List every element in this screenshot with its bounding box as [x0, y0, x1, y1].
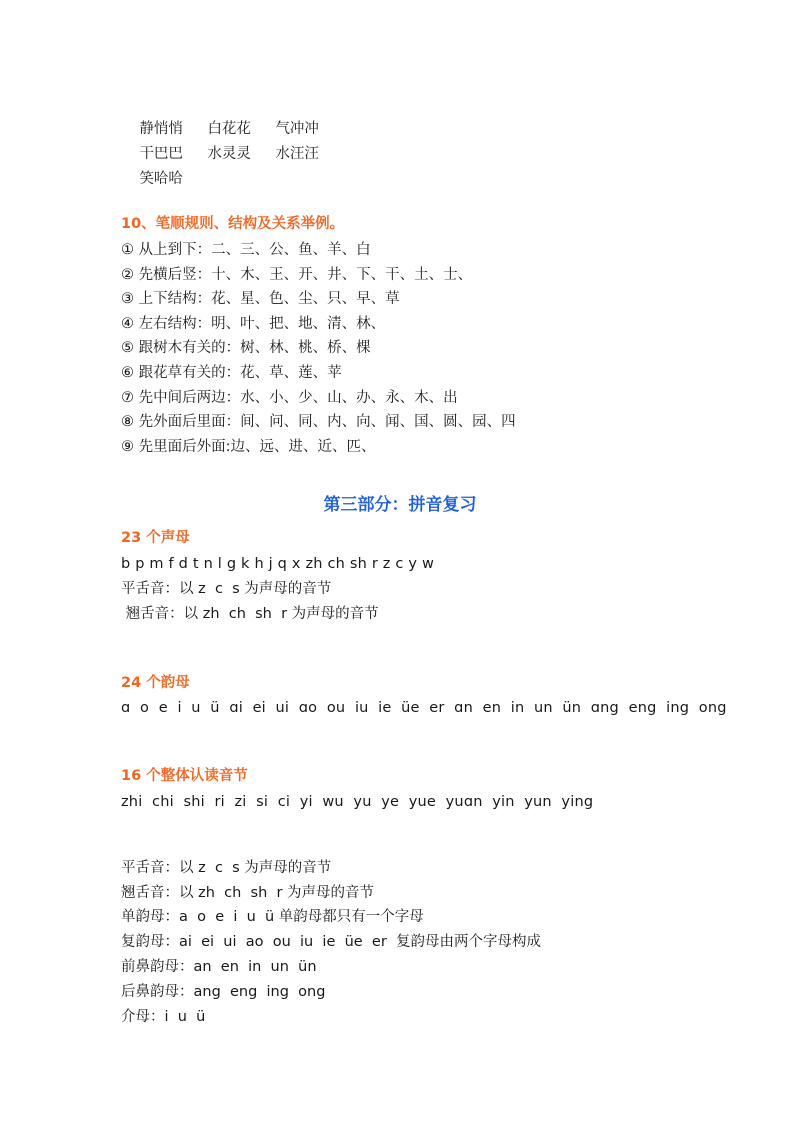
zhengti-syllables: zhi chi shi ri zi si ci yi wu yu ye yue yuɑn yin yun ying	[121, 794, 594, 810]
summary-item: 翘舌音：以 zh ch sh r 为声母的音节	[121, 885, 375, 901]
summary-item: 前鼻韵母：an en in un ün	[121, 959, 317, 975]
stroke-rule-item: ④ 左右结构：明、叶、把、地、清、林、	[121, 316, 386, 332]
word: 水灵灵	[207, 146, 251, 162]
yunmu-heading: 24 个韵母	[121, 675, 190, 691]
stroke-rule-item: ⑧ 先外面后里面：间、问、同、内、向、闻、国、圆、园、四	[121, 414, 516, 430]
stroke-rule-item: ⑤ 跟树木有关的：树、林、桃、桥、棵	[121, 340, 371, 356]
word: 静悄悄	[139, 121, 183, 137]
summary-item: 后鼻韵母：ang eng ing ong	[121, 984, 326, 1000]
shengmu-letters: b p m f d t n l g k h j q x zh ch sh r z c y w	[121, 556, 435, 572]
word-row-3	[121, 149, 183, 209]
part-title: 第三部分：拼音复习	[323, 495, 477, 515]
word: 干巴巴	[139, 146, 183, 162]
section-10-heading: 10、笔顺规则、结构及关系举例。	[121, 216, 345, 232]
summary-item: 介母：i u ü	[121, 1009, 206, 1025]
yunmu-letters: ɑ o e i u ü ɑi ei ui ɑo ou iu ie üe er ɑn en in un ün ɑng eng ing ong	[121, 700, 727, 716]
shengmu-heading: 23 个声母	[121, 530, 190, 546]
zhengti-heading: 16 个整体认读音节	[121, 768, 248, 784]
word: 白花花	[207, 121, 251, 137]
summary-item: 复韵母：ai ei ui ao ou iu ie üe er 复韵母由两个字母构成	[121, 934, 542, 950]
qiaoshe-line: 翘舌音：以 zh ch sh r 为声母的音节	[121, 606, 379, 622]
stroke-rule-item: ② 先横后竖：十、木、王、开、井、下、干、土、士、	[121, 267, 473, 283]
word: 水汪汪	[275, 146, 319, 162]
stroke-rule-item: ⑥ 跟花草有关的：花、草、莲、苹	[121, 365, 342, 381]
summary-item: 平舌音：以 z c s 为声母的音节	[121, 860, 332, 876]
stroke-rule-item: ⑨ 先里面后外面:边、远、进、近、匹、	[121, 439, 376, 455]
word: 笑哈哈	[139, 171, 183, 187]
summary-item: 单韵母：a o e i u ü 单韵母都只有一个字母	[121, 909, 424, 925]
word: 气冲冲	[275, 121, 319, 137]
stroke-rule-item: ① 从上到下：二、三、公、鱼、羊、白	[121, 242, 371, 258]
pingshe-line: 平舌音：以 z c s 为声母的音节	[121, 581, 332, 597]
stroke-rule-item: ⑦ 先中间后两边：水、小、少、山、办、永、木、出	[121, 390, 458, 406]
stroke-rule-item: ③ 上下结构：花、星、色、尘、只、早、草	[121, 291, 400, 307]
